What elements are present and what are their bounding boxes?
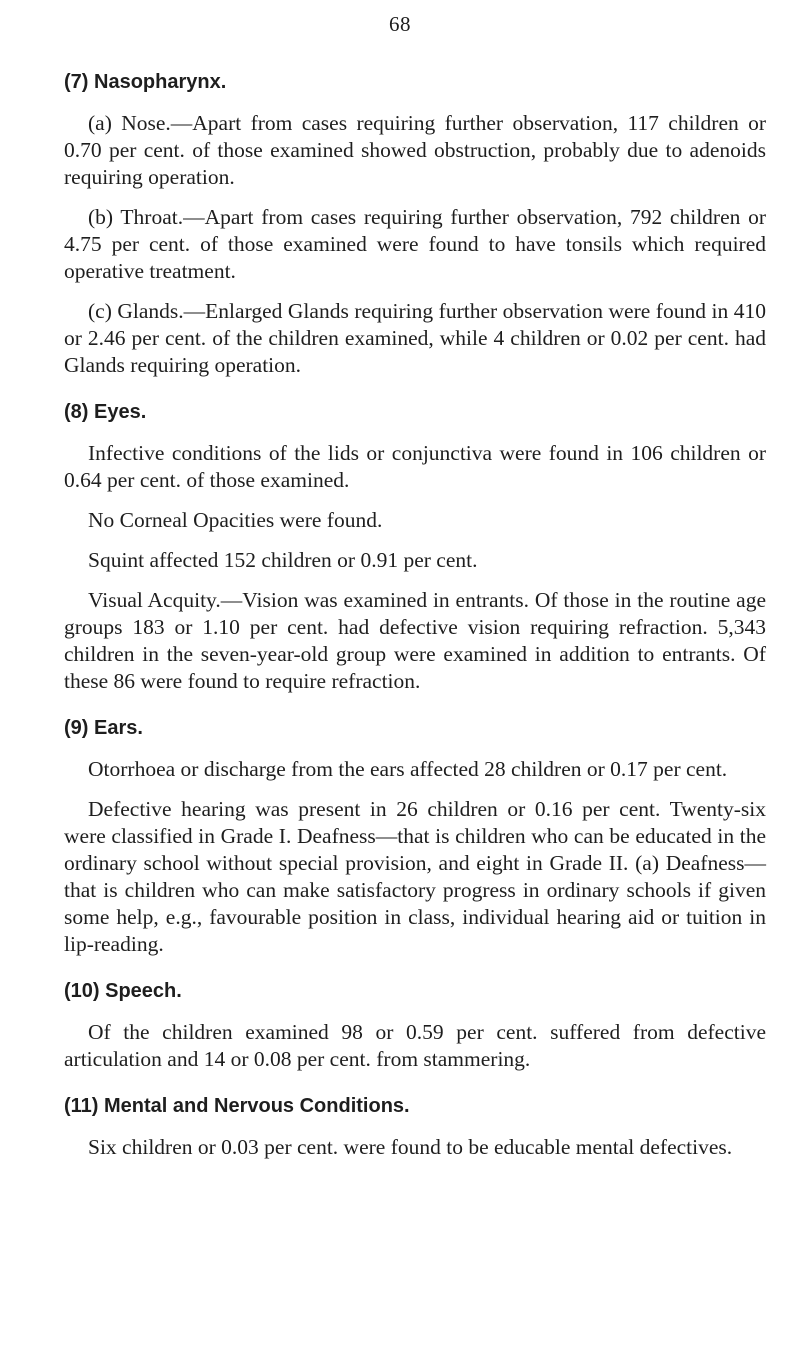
section-heading: (7) Nasopharynx. (64, 71, 227, 93)
section-speech (64, 977, 766, 1073)
paragraph-nose: (a) Nose.—Apart from cases requiring further observation, 117 children or 0.70 per cent. of those examined showed obstruction, probably due to adenoids requiring operation. (64, 111, 766, 189)
section-heading: (11) Mental and Nervous Conditions. (64, 1095, 410, 1117)
paragraph-glands: (c) Glands.—Enlarged Glands requiring further observation were found in 410 or 2.46 per cent. of the children examined, while 4 children or 0.02 per cent. had Glands requiring operation. (64, 299, 766, 377)
section-heading: (10) Speech. (64, 980, 182, 1002)
section-heading: (9) Ears. (64, 717, 143, 739)
page-number: 68 (389, 12, 411, 36)
section-eyes (64, 398, 766, 695)
page-content (64, 68, 766, 1180)
section-mental-nervous (64, 1092, 766, 1161)
paragraph-articulation: Of the children examined 98 or 0.59 per cent. suffered from defective articulation and 14 or 0.08 per cent. from stammering. (64, 1020, 766, 1071)
paragraph-educable-defectives: Six children or 0.03 per cent. were found to be educable mental defectives. (88, 1135, 733, 1159)
paragraph-infective-conditions: Infective conditions of the lids or conjunctiva were found in 106 children or 0.64 per cent. of those examined. (64, 441, 766, 492)
paragraph-otorrhoea: Otorrhoea or discharge from the ears affected 28 children or 0.17 per cent. (88, 757, 728, 781)
paragraph-squint: Squint affected 152 children or 0.91 per cent. (88, 548, 478, 572)
section-ears (64, 714, 766, 958)
paragraph-throat: (b) Throat.—Apart from cases requiring further observation, 792 children or 4.75 per cent. of those examined were found to have tonsils which required operative treatment. (64, 205, 766, 283)
paragraph-corneal-opacities: No Corneal Opacities were found. (88, 508, 383, 532)
section-nasopharynx (64, 68, 766, 379)
paragraph-defective-hearing: Defective hearing was present in 26 children or 0.16 per cent. Twenty-six were classified in Grade I. Deafness—that is children who can be educated in the ordinary school without special provision, and eight in Grade II. (a) Deafness—that is children who can make satisfactory progress in ordinary schools if given some help, e.g., favourable position in class, individual hearing aid or tuition in lip-reading. (64, 797, 766, 956)
section-heading: (8) Eyes. (64, 401, 147, 423)
paragraph-visual-acquity: Visual Acquity.—Vision was examined in entrants. Of those in the routine age groups 183 or 1.10 per cent. had defective vision requiring refraction. 5,343 children in the seven-year-old group were examined in addition to entrants. Of these 86 were found to require refraction. (64, 588, 766, 693)
